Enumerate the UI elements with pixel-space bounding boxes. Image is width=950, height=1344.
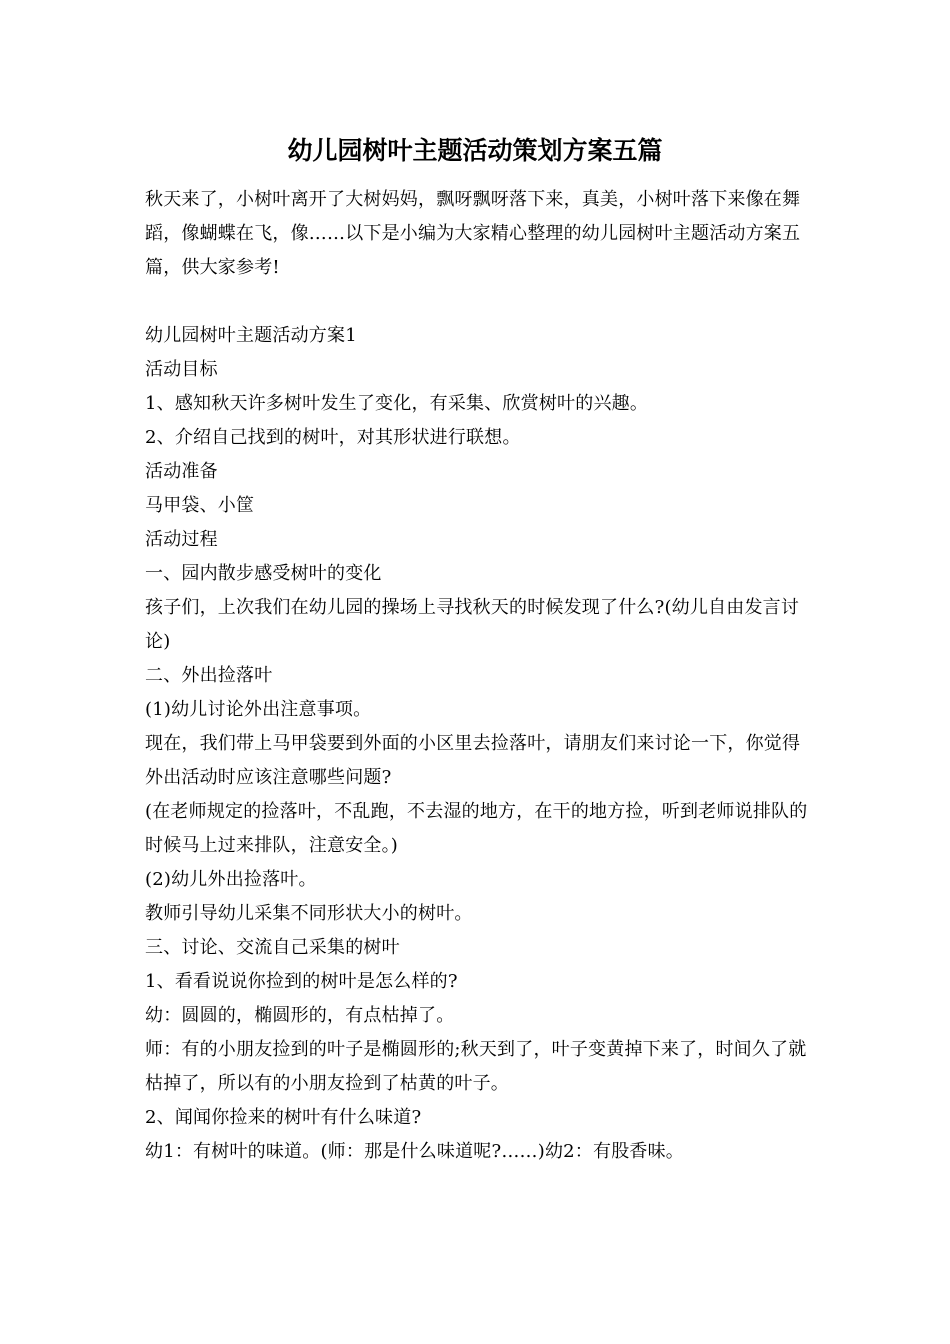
paragraph: 幼：圆圆的，椭圆形的，有点枯掉了。 — [145, 1005, 455, 1026]
section-heading-goals: 活动目标 — [145, 359, 218, 380]
paragraph: 1、感知秋天许多树叶发生了变化，有采集、欣赏树叶的兴趣。 — [145, 393, 649, 414]
paragraph: (1)幼儿讨论外出注意事项。 — [145, 699, 372, 720]
paragraph: 2、闻闻你捡来的树叶有什么味道? — [145, 1107, 422, 1128]
paragraph: 孩子们，上次我们在幼儿园的操场上寻找秋天的时候发现了什么?(幼儿自由发言讨论) — [145, 597, 800, 652]
paragraph: 幼1：有树叶的味道。(师：那是什么味道呢?……)幼2：有股香味。 — [145, 1141, 684, 1162]
paragraph: 1、看看说说你捡到的树叶是怎么样的? — [145, 971, 458, 992]
section-heading-preparation: 活动准备 — [145, 461, 218, 482]
intro-paragraph: 秋天来了，小树叶离开了大树妈妈，飘呀飘呀落下来，真美，小树叶落下来像在舞蹈，像蝴蝶在飞，像……以下是小编为大家精心整理的幼儿园树叶主题活动方案五篇，供大家参考! — [145, 189, 801, 278]
paragraph: 马甲袋、小筐 — [145, 495, 255, 516]
section-heading-plan-1: 幼儿园树叶主题活动方案1 — [145, 325, 357, 346]
paragraph: (在老师规定的捡落叶，不乱跑，不去湿的地方，在干的地方捡，听到老师说排队的时候马上过来排队，注意安全。) — [145, 801, 808, 856]
paragraph: 2、介绍自己找到的树叶，对其形状进行联想。 — [145, 427, 521, 448]
paragraph: 师：有的小朋友捡到的叶子是椭圆形的;秋天到了，叶子变黄掉下来了，时间久了就枯掉了，所以有的小朋友捡到了枯黄的叶子。 — [145, 1039, 807, 1094]
paragraph: (2)幼儿外出捡落叶。 — [145, 869, 317, 890]
paragraph: 一、园内散步感受树叶的变化 — [145, 563, 382, 584]
document-title: 幼儿园树叶主题活动策划方案五篇 — [287, 136, 663, 165]
paragraph: 教师引导幼儿采集不同形状大小的树叶。 — [145, 903, 473, 924]
paragraph: 三、讨论、交流自己采集的树叶 — [145, 937, 400, 958]
document-body — [145, 183, 810, 1169]
section-heading-process: 活动过程 — [145, 529, 218, 550]
paragraph: 二、外出捡落叶 — [145, 665, 273, 686]
paragraph: 现在，我们带上马甲袋要到外面的小区里去捡落叶，请朋友们来讨论一下，你觉得外出活动时应该注意哪些问题? — [145, 733, 801, 788]
